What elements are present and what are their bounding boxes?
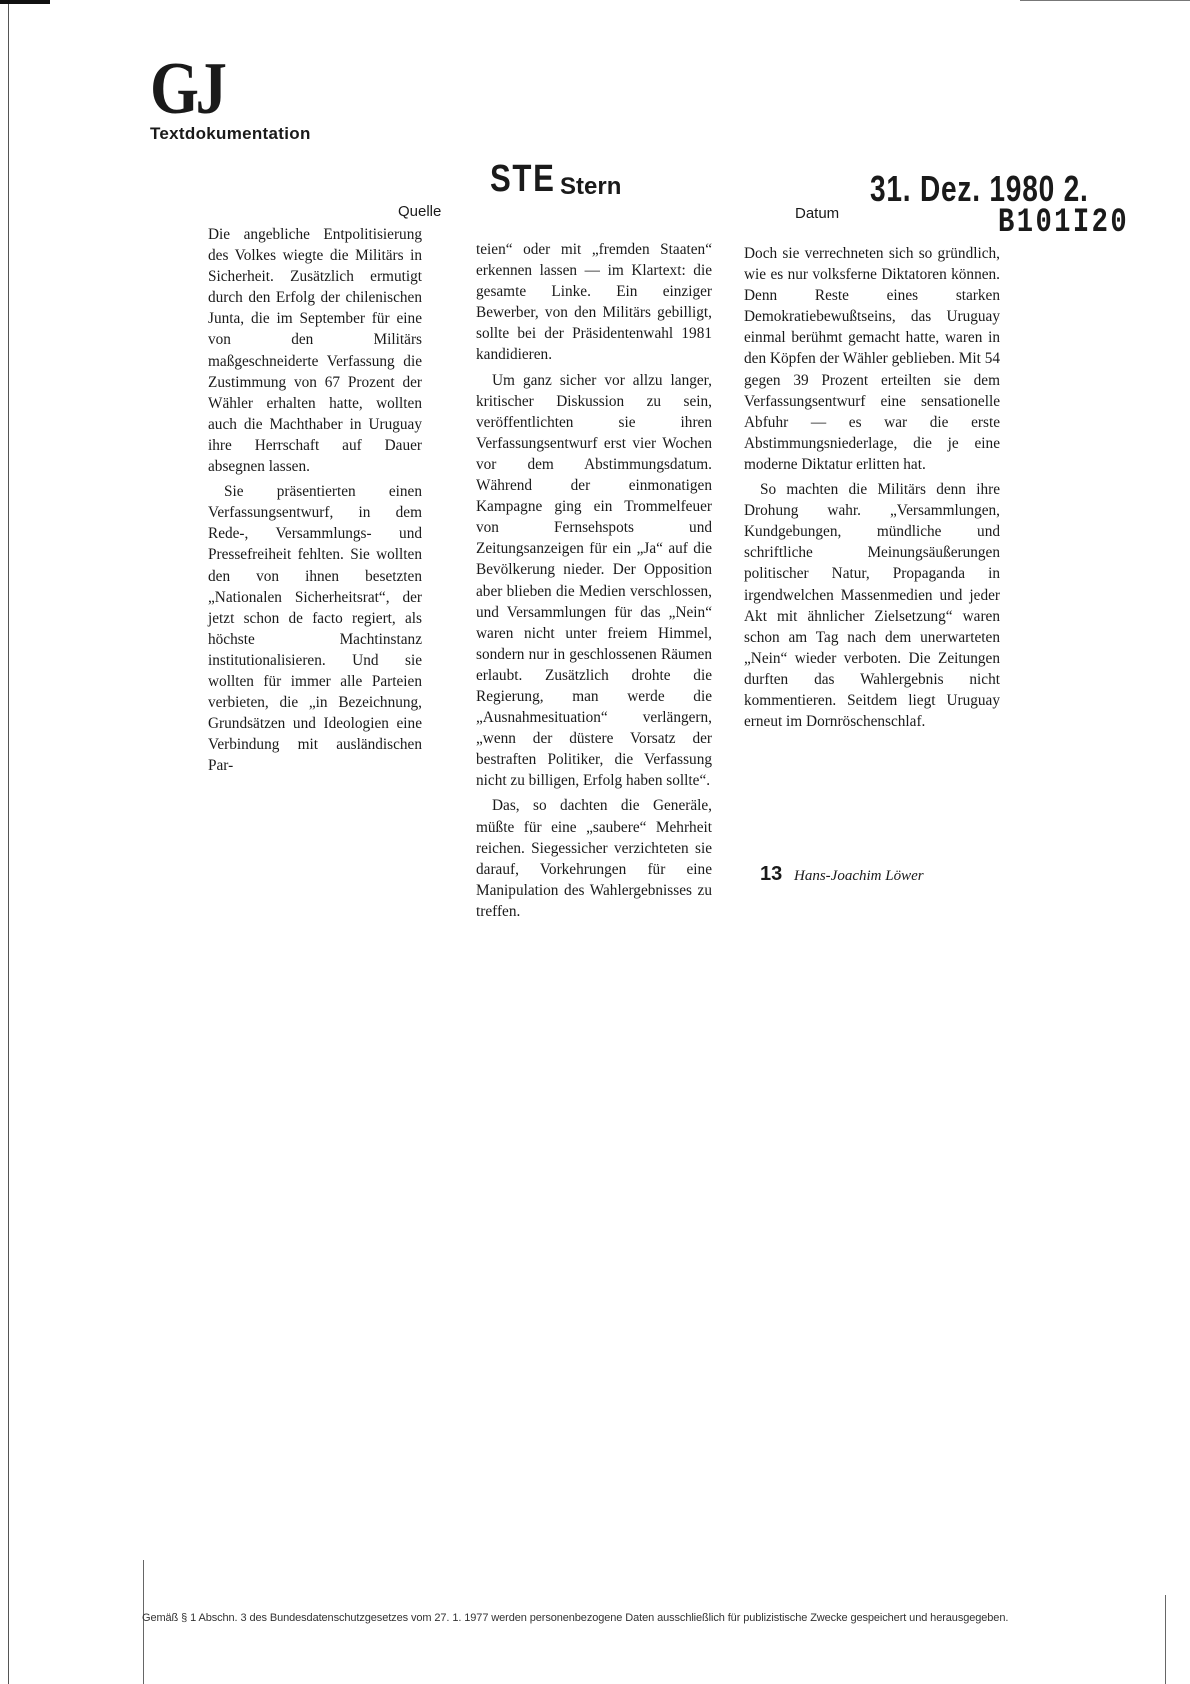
paragraph: teien“ oder mit „fremden Staaten“ erkennen lassen — im Klartext: die gesamte Linke. Ein einziger Bewerber, von den Militärs gebilligt, sollte bei der Präsidentenwahl 1981 kandidieren. [476,241,712,364]
article-column-3 [744,243,1000,732]
source-name: Stern [560,173,622,200]
scan-edge-line [1020,0,1190,1]
paragraph: Die angebliche Entpolitisierung des Volkes wiegte die Militärs in Sicherheit. Zusätzlich ermutigt durch den Erfolg der chilenischen Junta, die im September für eine von den Militärs maßgeschneiderte Verfassung die Zustimmung von 67 Prozent der Wähler erhalten hatte, wollten auch die Machthaber in Uruguay ihre Herrschaft auf Dauer absegnen lassen. [208,226,422,476]
paragraph: Sie präsentierten einen Verfassungsentwurf, in dem Rede-, Versammlungs- und Pressefreiheit fehlten. Sie wollten den von ihnen besetzten „Nationalen Sicherheitsrat“, der jetzt schon de facto regiert, als höchste Machtinstanz institutionalisieren. Und sie wollten für immer alle Parteien verbieten, die „in Bezeichnung, Grundsätzen und Ideologien eine Verbindung mit ausländischen Par- [208,483,422,775]
byline-author: Hans-Joachim Löwer [794,868,924,884]
scan-edge-line [1165,1595,1166,1684]
date-stamp: 31. Dez. 1980 2. [870,168,1089,209]
source-code-stamp: STE [490,158,556,200]
article-column-1 [208,224,422,776]
archive-logo: GJ [150,48,224,130]
paragraph: Um ganz sicher vor allzu langer, kritischer Diskussion zu sein, veröffentlichten sie ihren Verfassungsentwurf erst vier Wochen vor dem Abstimmungsdatum. Während der einmonatigen Kampagne ging ein Trommelfeuer von Fernsehspots und Zeitungsanzeigen für ein „Ja“ auf die Bevölkerung nieder. Der Opposition aber blieben die Medien verschlossen, und Versammlungen für das „Nein“ waren nicht unter freiem Himmel, sondern nur in geschlossenen Räumen erlaubt. Zusätzlich drohte die Regierung, man werde die „Ausnahmesituation“ verlängern, „wenn der düstere Vorsatz der bestraften Politiker, die Verfassung nicht zu billigen, Erfolg haben sollte“. [476,371,712,790]
scan-edge-line [8,0,9,1684]
byline-number: 13 [760,863,783,885]
paragraph: Doch sie verrechneten sich so gründlich, wie es nur volksferne Diktatoren können. Denn Reste eines starken Demokratiebewußtseins, das Uruguay einmal berühmt gemacht hatte, waren in den Köpfen der Wähler geblieben. Mit 54 gegen 39 Prozent erteilten sie dem Verfassungsentwurf eine sensationelle Abfuhr — es war die erste Abstimmungsniederlage, die je eine moderne Diktatur erlitten hat. [744,245,1000,473]
archive-number-stamp: B101I20 [998,204,1130,242]
date-label: Datum [795,205,840,222]
article-column-2 [476,239,712,922]
scan-corner-mark [0,0,50,4]
paragraph: Das, so dachten die Generäle, müßte für eine „saubere“ Mehrheit reichen. Siegessicher verzichteten sie darauf, Vorkehrungen für eine Manipulation des Wahlergebnisses zu treffen. [476,797,712,920]
byline [760,863,924,886]
footer-notice: Gemäß § 1 Abschn. 3 des Bundesdatenschutzgesetzes vom 27. 1. 1977 werden personenbezogene Daten ausschließlich für publizistische Zwecke gespeichert und herausgegeben. [142,1612,1009,1624]
archive-subtitle: Textdokumentation [150,124,311,143]
paragraph: So machten die Militärs denn ihre Drohung wahr. „Versammlungen, Kundgebungen, mündliche und schriftliche Meinungsäußerungen politischer Natur, Propaganda in irgendwelchen Massenmedien und jeder Akt mit ähnlicher Zielsetzung“ waren schon am Tag nach dem unerwarteten „Nein“ wieder verboten. Die Zeitungen durften das Wahlergebnis nicht kommentieren. Seitdem liegt Uruguay erneut im Dornröschenschlaf. [744,481,1000,731]
source-label: Quelle [398,203,442,220]
